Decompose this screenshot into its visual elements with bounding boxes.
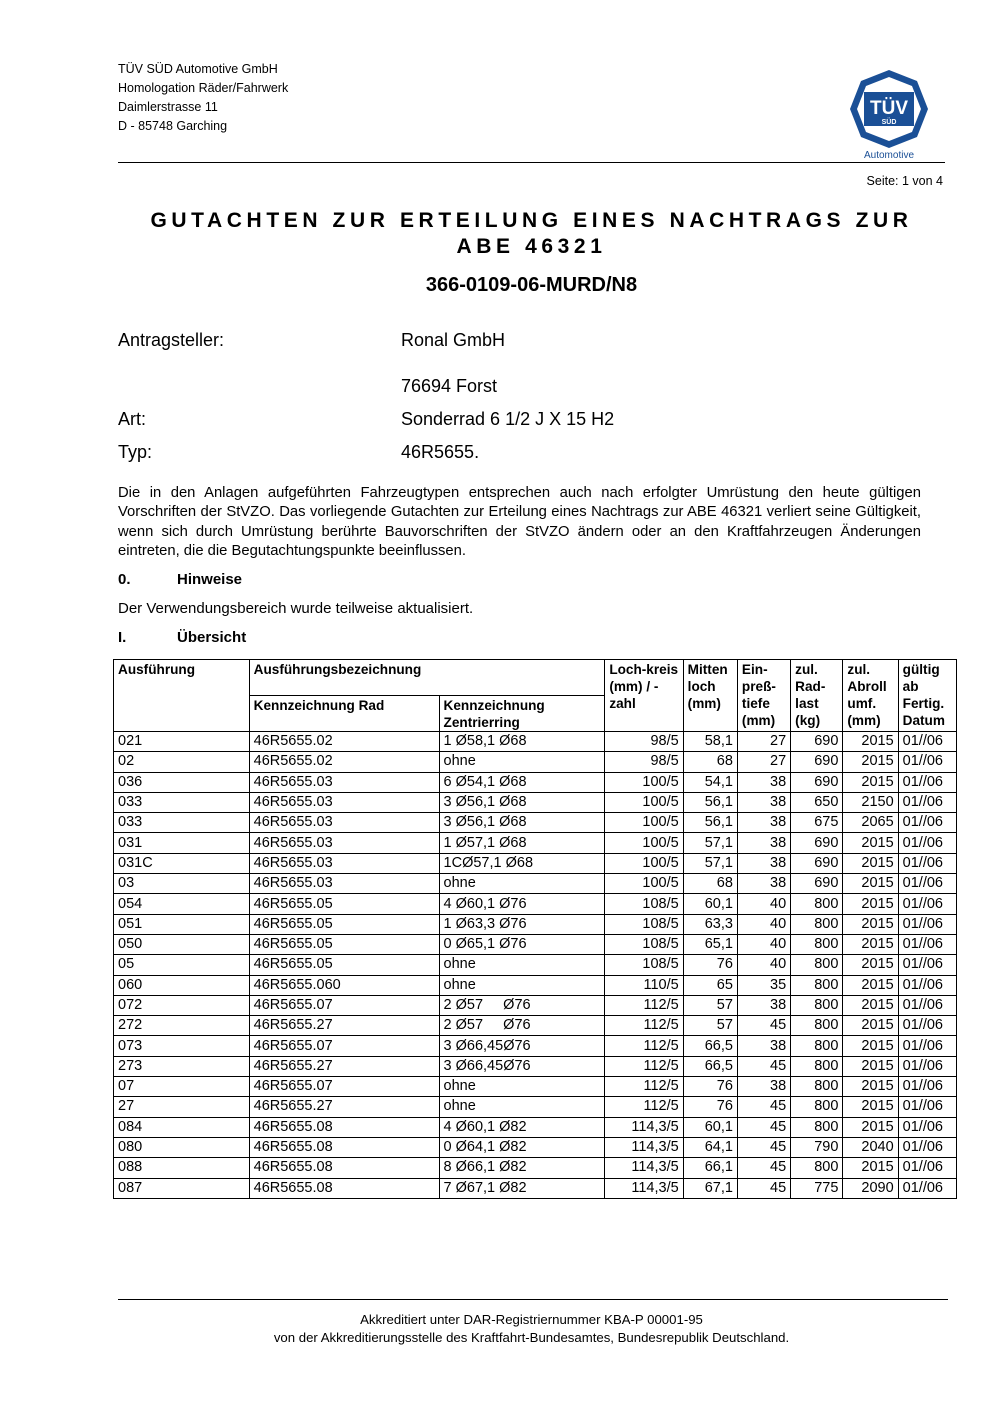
cell-einpresstiefe: 38: [737, 853, 790, 873]
cell-kennzeichnung-rad: 46R5655.060: [249, 975, 439, 995]
cell-radlast: 690: [791, 732, 843, 752]
cell-radlast: 800: [791, 1036, 843, 1056]
table-row: [114, 833, 957, 853]
cell-ausfuehrung: 080: [114, 1137, 250, 1157]
cell-lochkreis: 98/5: [605, 732, 683, 752]
cell-radlast: 650: [791, 792, 843, 812]
cell-gueltig-ab: 01//06: [898, 853, 956, 873]
cell-ausfuehrung: 03: [114, 874, 250, 894]
cell-lochkreis: 100/5: [605, 813, 683, 833]
header-radlast: zul. Rad-last (kg): [791, 660, 843, 732]
cell-ausfuehrung: 087: [114, 1178, 250, 1198]
cell-gueltig-ab: 01//06: [898, 1097, 956, 1117]
cell-gueltig-ab: 01//06: [898, 1077, 956, 1097]
cell-gueltig-ab: 01//06: [898, 1036, 956, 1056]
cell-kennzeichnung-zentrierring: ohne: [439, 874, 605, 894]
cell-kennzeichnung-rad: 46R5655.03: [249, 792, 439, 812]
cell-einpresstiefe: 40: [737, 914, 790, 934]
antragsteller-value: Ronal GmbH: [401, 330, 506, 350]
table-row: [114, 772, 957, 792]
address-line-city: D - 85748 Garching: [118, 119, 228, 133]
logo-sub-text: SÜD: [881, 119, 897, 126]
cell-radlast: 690: [791, 752, 843, 772]
footer-line-1: Akkreditiert unter DAR-Registriernummer KBA-P 00001-95: [360, 1312, 703, 1327]
cell-kennzeichnung-rad: 46R5655.02: [249, 752, 439, 772]
cell-abrollumfang: 2015: [843, 833, 898, 853]
cell-radlast: 800: [791, 1097, 843, 1117]
cell-kennzeichnung-rad: 46R5655.03: [249, 874, 439, 894]
cell-gueltig-ab: 01//06: [898, 874, 956, 894]
cell-radlast: 690: [791, 772, 843, 792]
cell-abrollumfang: 2015: [843, 1097, 898, 1117]
cell-mittenloch: 65: [683, 975, 737, 995]
cell-kennzeichnung-zentrierring: ohne: [439, 752, 605, 772]
cell-ausfuehrung: 031: [114, 833, 250, 853]
overview-table: [113, 659, 957, 1199]
cell-mittenloch: 56,1: [683, 792, 737, 812]
cell-lochkreis: 100/5: [605, 792, 683, 812]
cell-mittenloch: 57,1: [683, 853, 737, 873]
cell-mittenloch: 64,1: [683, 1137, 737, 1157]
cell-abrollumfang: 2015: [843, 772, 898, 792]
cell-abrollumfang: 2015: [843, 975, 898, 995]
cell-abrollumfang: 2015: [843, 955, 898, 975]
table-row: [114, 955, 957, 975]
cell-kennzeichnung-zentrierring: 8 Ø66,1 Ø82: [439, 1158, 605, 1178]
cell-abrollumfang: 2015: [843, 894, 898, 914]
cell-abrollumfang: 2015: [843, 874, 898, 894]
cell-einpresstiefe: 40: [737, 934, 790, 954]
cell-kennzeichnung-rad: 46R5655.05: [249, 955, 439, 975]
cell-ausfuehrung: 031C: [114, 853, 250, 873]
section-1-number: I.: [118, 629, 127, 646]
cell-mittenloch: 76: [683, 1097, 737, 1117]
cell-kennzeichnung-rad: 46R5655.05: [249, 914, 439, 934]
cell-gueltig-ab: 01//06: [898, 894, 956, 914]
cell-ausfuehrung: 021: [114, 732, 250, 752]
cell-mittenloch: 76: [683, 955, 737, 975]
cell-gueltig-ab: 01//06: [898, 1158, 956, 1178]
address-line-street: Daimlerstrasse 11: [118, 100, 218, 114]
cell-lochkreis: 98/5: [605, 752, 683, 772]
cell-kennzeichnung-rad: 46R5655.27: [249, 1056, 439, 1076]
cell-einpresstiefe: 40: [737, 955, 790, 975]
art-label: Art:: [118, 409, 147, 429]
cell-gueltig-ab: 01//06: [898, 772, 956, 792]
cell-kennzeichnung-zentrierring: 4 Ø60,1 Ø76: [439, 894, 605, 914]
cell-lochkreis: 108/5: [605, 894, 683, 914]
cell-mittenloch: 57: [683, 1016, 737, 1036]
antragsteller-label: Antragsteller:: [118, 330, 225, 350]
table-row: [114, 853, 957, 873]
address-line-company: TÜV SÜD Automotive GmbH: [118, 62, 278, 76]
cell-kennzeichnung-rad: 46R5655.07: [249, 995, 439, 1015]
cell-ausfuehrung: 088: [114, 1158, 250, 1178]
cell-lochkreis: 112/5: [605, 995, 683, 1015]
cell-kennzeichnung-zentrierring: 1 Ø63,3 Ø76: [439, 914, 605, 934]
cell-radlast: 800: [791, 995, 843, 1015]
cell-ausfuehrung: 033: [114, 813, 250, 833]
cell-radlast: 800: [791, 1016, 843, 1036]
cell-gueltig-ab: 01//06: [898, 914, 956, 934]
cell-ausfuehrung: 033: [114, 792, 250, 812]
table-row: [114, 1158, 957, 1178]
header-kennzeichnung-zentrierring: Kennzeichnung Zentrierring: [439, 696, 605, 732]
cell-ausfuehrung: 05: [114, 955, 250, 975]
cell-kennzeichnung-rad: 46R5655.08: [249, 1117, 439, 1137]
cell-lochkreis: 100/5: [605, 853, 683, 873]
table-row: [114, 732, 957, 752]
table-row: [114, 1077, 957, 1097]
cell-radlast: 800: [791, 1077, 843, 1097]
cell-kennzeichnung-rad: 46R5655.05: [249, 894, 439, 914]
header-abrollumfang: zul. Abroll umf. (mm): [843, 660, 898, 732]
footer-divider: [118, 1299, 948, 1300]
table-row: [114, 1178, 957, 1198]
cell-ausfuehrung: 27: [114, 1097, 250, 1117]
cell-einpresstiefe: 45: [737, 1056, 790, 1076]
cell-lochkreis: 114,3/5: [605, 1117, 683, 1137]
document-number: 366-0109-06-MURD/N8: [425, 274, 638, 296]
cell-kennzeichnung-zentrierring: 6 Ø54,1 Ø68: [439, 772, 605, 792]
cell-radlast: 690: [791, 833, 843, 853]
cell-gueltig-ab: 01//06: [898, 1016, 956, 1036]
address-line-department: Homologation Räder/Fahrwerk: [118, 81, 289, 95]
cell-lochkreis: 108/5: [605, 955, 683, 975]
cell-radlast: 690: [791, 874, 843, 894]
cell-gueltig-ab: 01//06: [898, 732, 956, 752]
cell-lochkreis: 108/5: [605, 914, 683, 934]
cell-gueltig-ab: 01//06: [898, 813, 956, 833]
cell-gueltig-ab: 01//06: [898, 752, 956, 772]
cell-mittenloch: 63,3: [683, 914, 737, 934]
header-lochkreis: Loch-kreis (mm) / -zahl: [605, 660, 683, 732]
cell-kennzeichnung-rad: 46R5655.03: [249, 853, 439, 873]
cell-abrollumfang: 2040: [843, 1137, 898, 1157]
cell-radlast: 800: [791, 894, 843, 914]
cell-lochkreis: 112/5: [605, 1056, 683, 1076]
cell-lochkreis: 112/5: [605, 1016, 683, 1036]
cell-kennzeichnung-zentrierring: 4 Ø60,1 Ø82: [439, 1117, 605, 1137]
cell-gueltig-ab: 01//06: [898, 792, 956, 812]
cell-abrollumfang: 2090: [843, 1178, 898, 1198]
header-ausfuehrungsbezeichnung: Ausführungsbezeichnung: [249, 660, 605, 696]
cell-mittenloch: 65,1: [683, 934, 737, 954]
title-line-1: GUTACHTEN ZUR ERTEILUNG EINES NACHTRAGS ZUR: [150, 209, 913, 232]
table-row: [114, 934, 957, 954]
cell-einpresstiefe: 40: [737, 894, 790, 914]
table-row: [114, 975, 957, 995]
table-row: [114, 914, 957, 934]
cell-mittenloch: 57: [683, 995, 737, 1015]
cell-abrollumfang: 2015: [843, 934, 898, 954]
table-row: [114, 874, 957, 894]
cell-radlast: 800: [791, 955, 843, 975]
cell-kennzeichnung-rad: 46R5655.27: [249, 1016, 439, 1036]
cell-ausfuehrung: 072: [114, 995, 250, 1015]
typ-value: 46R5655.: [401, 442, 480, 462]
title-line-2: ABE 46321: [456, 235, 607, 258]
cell-radlast: 800: [791, 1117, 843, 1137]
cell-ausfuehrung: 050: [114, 934, 250, 954]
cell-ausfuehrung: 272: [114, 1016, 250, 1036]
cell-einpresstiefe: 45: [737, 1097, 790, 1117]
header-gueltig-ab: gültig ab Fertig. Datum: [898, 660, 956, 732]
logo-caption: Automotive: [863, 150, 915, 161]
section-0-number: 0.: [118, 571, 131, 588]
cell-ausfuehrung: 073: [114, 1036, 250, 1056]
cell-gueltig-ab: 01//06: [898, 1178, 956, 1198]
cell-abrollumfang: 2065: [843, 813, 898, 833]
cell-abrollumfang: 2015: [843, 1117, 898, 1137]
header-einpresstiefe: Ein-preß-tiefe (mm): [737, 660, 790, 732]
cell-kennzeichnung-rad: 46R5655.03: [249, 813, 439, 833]
page-number: Seite: 1 von 4: [866, 174, 943, 188]
table-row: [114, 1016, 957, 1036]
cell-kennzeichnung-rad: 46R5655.07: [249, 1036, 439, 1056]
cell-gueltig-ab: 01//06: [898, 1056, 956, 1076]
cell-kennzeichnung-rad: 46R5655.07: [249, 1077, 439, 1097]
header-kennzeichnung-rad: Kennzeichnung Rad: [249, 696, 439, 732]
cell-einpresstiefe: 45: [737, 1016, 790, 1036]
cell-abrollumfang: 2015: [843, 1056, 898, 1076]
section-1-title: Übersicht: [177, 629, 247, 646]
cell-mittenloch: 66,5: [683, 1056, 737, 1076]
cell-mittenloch: 57,1: [683, 833, 737, 853]
cell-ausfuehrung: 02: [114, 752, 250, 772]
typ-label: Typ:: [118, 442, 153, 462]
cell-einpresstiefe: 38: [737, 813, 790, 833]
cell-kennzeichnung-zentrierring: 3 Ø56,1 Ø68: [439, 813, 605, 833]
cell-mittenloch: 60,1: [683, 1117, 737, 1137]
cell-kennzeichnung-rad: 46R5655.02: [249, 732, 439, 752]
cell-mittenloch: 56,1: [683, 813, 737, 833]
cell-ausfuehrung: 051: [114, 914, 250, 934]
cell-mittenloch: 68: [683, 874, 737, 894]
cell-lochkreis: 114,3/5: [605, 1137, 683, 1157]
table-row: [114, 1117, 957, 1137]
cell-einpresstiefe: 45: [737, 1158, 790, 1178]
cell-einpresstiefe: 38: [737, 792, 790, 812]
cell-ausfuehrung: 054: [114, 894, 250, 914]
cell-gueltig-ab: 01//06: [898, 995, 956, 1015]
table-row: [114, 1036, 957, 1056]
cell-kennzeichnung-rad: 46R5655.27: [249, 1097, 439, 1117]
section-0-text: Der Verwendungsbereich wurde teilweise aktualisiert.: [118, 600, 474, 617]
cell-mittenloch: 67,1: [683, 1178, 737, 1198]
cell-einpresstiefe: 45: [737, 1137, 790, 1157]
cell-abrollumfang: 2015: [843, 1016, 898, 1036]
cell-kennzeichnung-rad: 46R5655.08: [249, 1158, 439, 1178]
cell-einpresstiefe: 27: [737, 752, 790, 772]
cell-mittenloch: 76: [683, 1077, 737, 1097]
cell-gueltig-ab: 01//06: [898, 1117, 956, 1137]
cell-abrollumfang: 2015: [843, 1077, 898, 1097]
cell-einpresstiefe: 38: [737, 772, 790, 792]
document-title: [118, 208, 945, 260]
footer: [118, 1311, 945, 1347]
cell-kennzeichnung-zentrierring: 2 Ø57 Ø76: [439, 995, 605, 1015]
cell-lochkreis: 108/5: [605, 934, 683, 954]
cell-abrollumfang: 2015: [843, 853, 898, 873]
cell-lochkreis: 100/5: [605, 772, 683, 792]
cell-lochkreis: 110/5: [605, 975, 683, 995]
cell-mittenloch: 54,1: [683, 772, 737, 792]
cell-ausfuehrung: 273: [114, 1056, 250, 1076]
table-row: [114, 1137, 957, 1157]
cell-kennzeichnung-rad: 46R5655.03: [249, 772, 439, 792]
cell-abrollumfang: 2015: [843, 914, 898, 934]
cell-kennzeichnung-zentrierring: 7 Ø67,1 Ø82: [439, 1178, 605, 1198]
cell-radlast: 690: [791, 853, 843, 873]
cell-abrollumfang: 2015: [843, 1158, 898, 1178]
section-1-heading: [118, 629, 246, 646]
cell-kennzeichnung-zentrierring: 3 Ø66,45Ø76: [439, 1056, 605, 1076]
cell-kennzeichnung-zentrierring: 3 Ø56,1 Ø68: [439, 792, 605, 812]
cell-radlast: 790: [791, 1137, 843, 1157]
cell-gueltig-ab: 01//06: [898, 934, 956, 954]
cell-einpresstiefe: 38: [737, 833, 790, 853]
cell-radlast: 800: [791, 975, 843, 995]
cell-mittenloch: 66,5: [683, 1036, 737, 1056]
cell-radlast: 800: [791, 914, 843, 934]
cell-gueltig-ab: 01//06: [898, 975, 956, 995]
footer-line-2: von der Akkreditierungsstelle des Kraftfahrt-Bundesamtes, Bundesrepublik Deutschland.: [273, 1330, 790, 1345]
cell-kennzeichnung-rad: 46R5655.08: [249, 1178, 439, 1198]
cell-lochkreis: 112/5: [605, 1036, 683, 1056]
cell-mittenloch: 60,1: [683, 894, 737, 914]
cell-einpresstiefe: 38: [737, 1077, 790, 1097]
cell-kennzeichnung-rad: 46R5655.05: [249, 934, 439, 954]
table-row: [114, 752, 957, 772]
cell-kennzeichnung-zentrierring: 0 Ø65,1 Ø76: [439, 934, 605, 954]
cell-ausfuehrung: 084: [114, 1117, 250, 1137]
header-mittenloch: Mitten loch (mm): [683, 660, 737, 732]
cell-einpresstiefe: 38: [737, 1036, 790, 1056]
table-row: [114, 1097, 957, 1117]
cell-lochkreis: 112/5: [605, 1077, 683, 1097]
cell-kennzeichnung-zentrierring: 1CØ57,1 Ø68: [439, 853, 605, 873]
art-value: Sonderrad 6 1/2 J X 15 H2: [401, 409, 615, 429]
cell-radlast: 675: [791, 813, 843, 833]
cell-kennzeichnung-zentrierring: ohne: [439, 975, 605, 995]
cell-kennzeichnung-zentrierring: 1 Ø58,1 Ø68: [439, 732, 605, 752]
cell-ausfuehrung: 07: [114, 1077, 250, 1097]
cell-abrollumfang: 2015: [843, 752, 898, 772]
section-0-heading: [118, 571, 242, 588]
cell-radlast: 775: [791, 1178, 843, 1198]
header-divider: [118, 162, 945, 163]
cell-lochkreis: 114,3/5: [605, 1158, 683, 1178]
cell-gueltig-ab: 01//06: [898, 1137, 956, 1157]
cell-einpresstiefe: 38: [737, 995, 790, 1015]
cell-abrollumfang: 2015: [843, 995, 898, 1015]
cell-mittenloch: 58,1: [683, 732, 737, 752]
cell-lochkreis: 100/5: [605, 874, 683, 894]
cell-lochkreis: 112/5: [605, 1097, 683, 1117]
cell-einpresstiefe: 45: [737, 1117, 790, 1137]
cell-einpresstiefe: 35: [737, 975, 790, 995]
intro-paragraph: Die in den Anlagen aufgeführten Fahrzeugtypen entsprechen auch nach erfolgter Umrüstung den heute gültigen Vorschriften der StVZO. Das vorliegende Gutachten zur Erteilung eines Nachtrags zur ABE 46321 verliert seine Gültigkeit, wenn sich durch Umrüstung berührte Bauvorschriften der StVZO ändern oder an den Kraftfahrzeugen Änderungen eintreten, die die Begutachtungspunkte beeinflussen.: [118, 485, 921, 559]
cell-kennzeichnung-zentrierring: 3 Ø66,45Ø76: [439, 1036, 605, 1056]
cell-radlast: 800: [791, 934, 843, 954]
cell-kennzeichnung-zentrierring: ohne: [439, 955, 605, 975]
cell-kennzeichnung-rad: 46R5655.08: [249, 1137, 439, 1157]
table-row: [114, 894, 957, 914]
cell-gueltig-ab: 01//06: [898, 955, 956, 975]
cell-gueltig-ab: 01//06: [898, 833, 956, 853]
header-ausfuehrung: Ausführung: [114, 660, 250, 732]
cell-radlast: 800: [791, 1158, 843, 1178]
cell-einpresstiefe: 38: [737, 874, 790, 894]
antragsteller-city: 76694 Forst: [401, 376, 498, 396]
cell-abrollumfang: 2015: [843, 732, 898, 752]
cell-radlast: 800: [791, 1056, 843, 1076]
table-row: [114, 813, 957, 833]
cell-einpresstiefe: 45: [737, 1178, 790, 1198]
table-row: [114, 792, 957, 812]
section-0-title: Hinweise: [177, 571, 243, 588]
cell-mittenloch: 66,1: [683, 1158, 737, 1178]
cell-kennzeichnung-zentrierring: ohne: [439, 1097, 605, 1117]
cell-kennzeichnung-zentrierring: 2 Ø57 Ø76: [439, 1016, 605, 1036]
cell-abrollumfang: 2015: [843, 1036, 898, 1056]
table-row: [114, 1056, 957, 1076]
cell-kennzeichnung-zentrierring: 0 Ø64,1 Ø82: [439, 1137, 605, 1157]
cell-kennzeichnung-rad: 46R5655.03: [249, 833, 439, 853]
cell-kennzeichnung-zentrierring: 1 Ø57,1 Ø68: [439, 833, 605, 853]
cell-abrollumfang: 2150: [843, 792, 898, 812]
cell-mittenloch: 68: [683, 752, 737, 772]
cell-lochkreis: 100/5: [605, 833, 683, 853]
logo-text: TÜV: [870, 98, 908, 119]
cell-ausfuehrung: 060: [114, 975, 250, 995]
cell-einpresstiefe: 27: [737, 732, 790, 752]
header-address: [118, 60, 288, 136]
table-row: [114, 995, 957, 1015]
cell-ausfuehrung: 036: [114, 772, 250, 792]
cell-lochkreis: 114,3/5: [605, 1178, 683, 1198]
cell-kennzeichnung-zentrierring: ohne: [439, 1077, 605, 1097]
